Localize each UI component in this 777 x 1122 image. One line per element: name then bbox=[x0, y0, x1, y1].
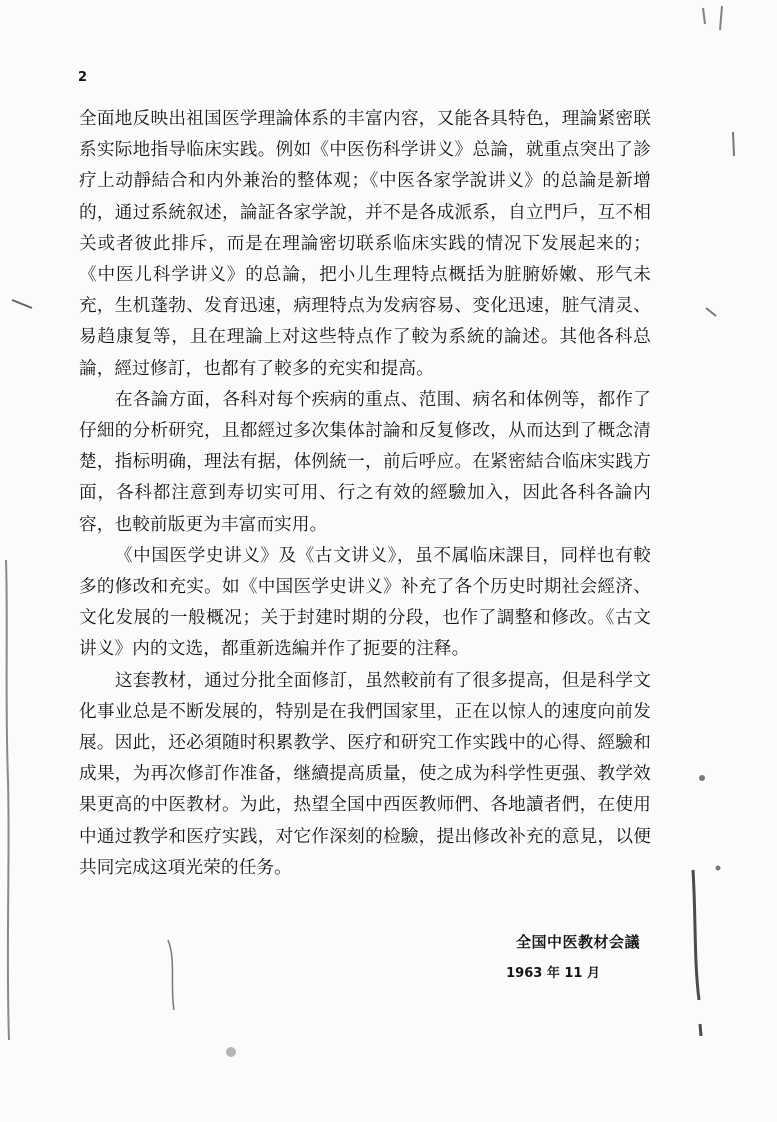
scan-speck bbox=[226, 1047, 236, 1057]
signature-date: 1963 年 11 月 bbox=[506, 966, 600, 981]
scan-mark-right-bottom bbox=[693, 870, 701, 1036]
body-text bbox=[79, 104, 651, 884]
scan-mark-left-edge bbox=[6, 560, 9, 1040]
paragraph-4: 这套教材，通过分批全面修訂，虽然較前有了很多提高，但是科学文化事业总是不断发展的，特别是在我們国家里，正在以惊人的速度向前发展。因此，还必須随时积累教学、医疗和研究工作实践中的心得、經驗和成果，为再次修訂作准备，继續提高质量，使之成为科学性更强、教学效果更高的中医教材。为此，热望全国中西医教师們、各地讀者們，在使用中通过教学和医疗实践，对它作深刻的检驗，提出修改补充的意見，以便共同完成这項光荣的任务。 bbox=[79, 670, 651, 878]
signature-block bbox=[400, 930, 640, 981]
scan-mark-center-bottom bbox=[168, 940, 174, 1010]
scan-mark-right-top bbox=[703, 6, 722, 30]
scan-mark-left-tick bbox=[12, 300, 32, 308]
paragraph-2: 在各論方面，各科对每个疾病的重点、范围、病名和体例等，都作了仔細的分析研究，且都經过多次集体討論和反复修改，从而达到了概念清楚，指标明确，理法有据，体例統一，前后呼应。在紧密結合临床实践方面，各科都注意到寿切实可用、行之有效的經驗加入，因此各科各論内容，也較前版更为丰富而实用。 bbox=[79, 389, 651, 535]
scan-mark-right-mid bbox=[706, 132, 734, 316]
paragraph-3: 《中国医学史讲义》及《古文讲义》，虽不属临床課目，同样也有較多的修改和充实。如《中国医学史讲义》补充了各个历史时期社会經济、文化发展的一般概况；关于封建时期的分段，也作了調整和修改。《古文讲义》内的文选，都重新选編并作了扼要的注释。 bbox=[79, 545, 651, 660]
page-number: 2 bbox=[78, 70, 88, 85]
signature-organization: 全国中医教材会議 bbox=[515, 933, 640, 951]
paragraph-1: 全面地反映出祖国医学理論体系的丰富内容，又能各具特色，理論紧密联系实际地指导临床实践。例如《中医伤科学讲义》总論，就重点突出了診疗上动靜結合和内外兼治的整体观；《中医各家学說讲义》的总論是新增的，通过系統叙述，論証各家学說，并不是各成派系，自立門戶，互不相关或者彼此排斥，而是在理論密切联系临床实践的情况下发展起来的；《中医儿科学讲义》的总論，把小儿生理特点概括为脏腑娇嫩、形气未充，生机蓬勃、发育迅速，病理特点为发病容易、变化迅速，脏气清灵、易趋康复等，且在理論上对这些特点作了較为系統的論述。其他各科总論，經过修訂，也都有了較多的充实和提高。 bbox=[79, 109, 651, 379]
scan-speck bbox=[699, 775, 705, 781]
scan-speck bbox=[716, 866, 721, 871]
